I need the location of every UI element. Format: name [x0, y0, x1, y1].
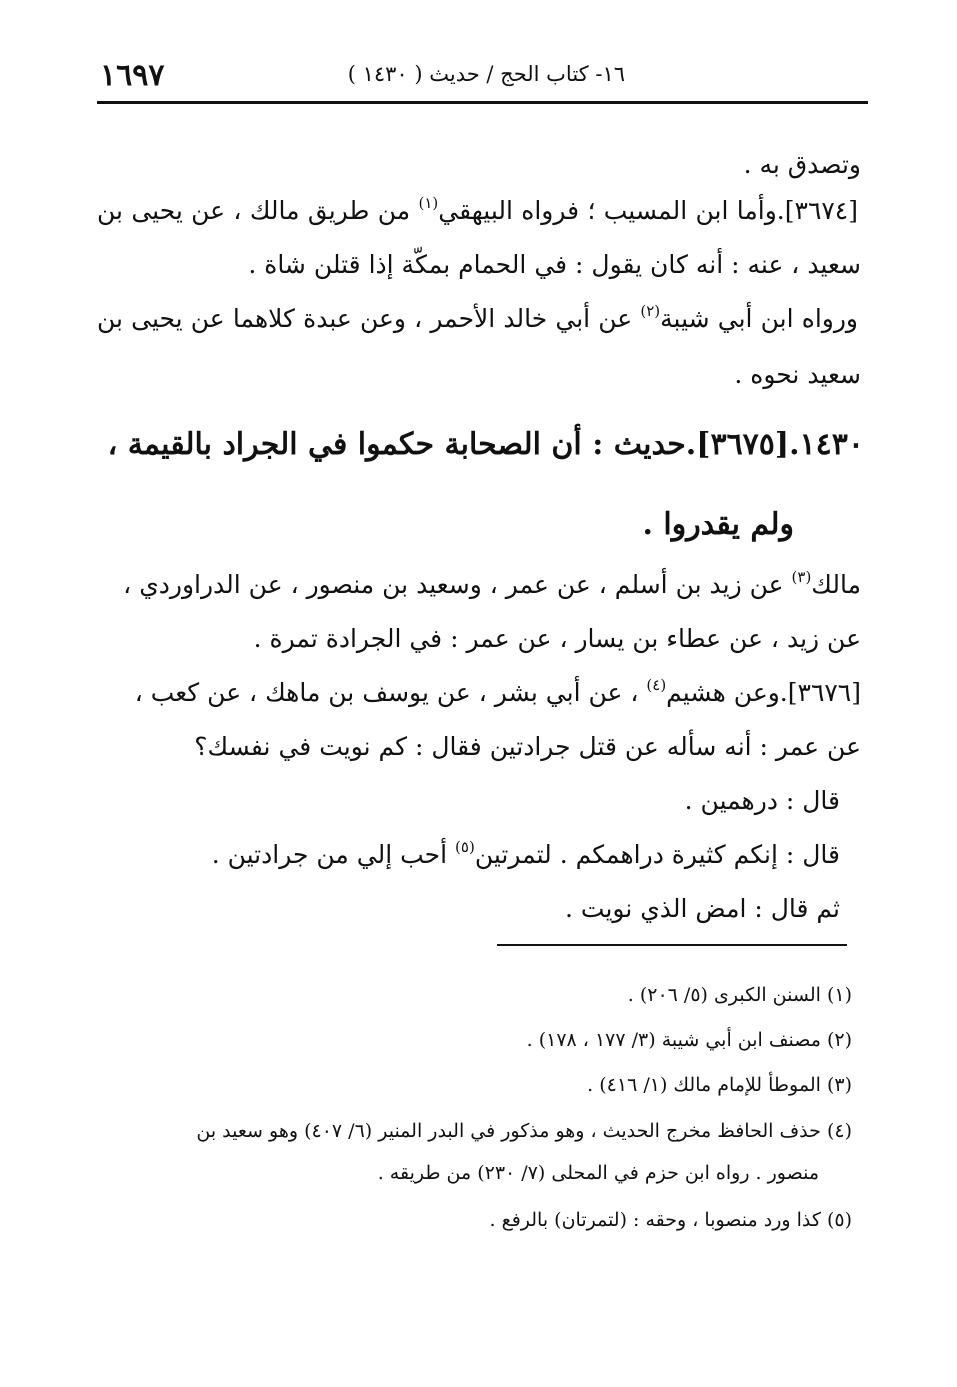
footnote-text: كذا ورد منصوبا ، وحقه : (لتمرتان) بالرفع .: [489, 1209, 821, 1231]
footnote-mark: (٤): [826, 1120, 852, 1142]
footnote-ref: (٣): [791, 568, 812, 587]
footnote: [628, 986, 852, 1005]
text-run: عن زيد بن أسلم ، عن عمر ، وسعيد بن منصور ، عن الدراوردي ،: [123, 570, 784, 599]
hadith-heading-continuation: ولم يقدروا .: [642, 507, 794, 542]
text-run: [٣٦٧٦].وعن هشيم: [666, 678, 861, 707]
text-run: [٣٦٧٤].وأما ابن المسيب ؛ فرواه البيهقي: [438, 196, 858, 225]
footnote-text: السنن الكبرى (٥/ ٢٠٦) .: [627, 984, 821, 1006]
page-number: ١٦٩٧: [100, 58, 165, 93]
footnote-ref: (٢): [640, 302, 661, 321]
text-run: مالك: [811, 570, 861, 599]
text-run: من طريق مالك ، عن يحيى بن: [97, 196, 411, 225]
hadith-heading: ١٤٣٠.[٣٦٧٥].حديث : أن الصحابة حكموا في الجراد بالقيمة ،: [107, 427, 864, 462]
text-line: [97, 302, 858, 333]
footnote: [527, 1031, 852, 1050]
footnote-mark: (٣): [826, 1074, 852, 1096]
footnote-continuation: منصور . رواه ابن حزم في المحلى (٧/ ٢٣٠) من طريقه .: [377, 1162, 819, 1184]
footnote-text: مصنف ابن أبي شيبة (٣/ ١٧٧ ، ١٧٨) .: [526, 1029, 821, 1051]
text-line: [211, 838, 840, 869]
footnote: [196, 1122, 852, 1141]
text-line-3676: [134, 676, 861, 707]
footnote-ref: (٤): [646, 676, 667, 695]
text-run: عن أبي خالد الأحمر ، وعن عبدة كلاهما عن يحيى بن: [97, 304, 633, 333]
footnote: [587, 1076, 852, 1095]
footnote-mark: (٢): [826, 1029, 852, 1051]
text-run: أحب إلي من جرادتين .: [211, 840, 448, 869]
text-line: قال : درهمين .: [684, 786, 840, 815]
text-run: ورواه ابن أبي شيبة: [660, 304, 858, 333]
footnote-mark: (١): [826, 984, 852, 1006]
text-line-3674: [97, 194, 858, 225]
text-line: ثم قال : امض الذي نويت .: [565, 894, 840, 923]
footnote: [490, 1211, 853, 1230]
text-line: [123, 568, 861, 599]
header-rule: [97, 101, 868, 104]
text-run: ، عن أبي بشر ، عن يوسف بن ماهك ، عن كعب ،: [134, 678, 639, 707]
footnote-ref: (١): [418, 194, 439, 213]
footnote-text: حذف الحافظ مخرج الحديث ، وهو مذكور في البدر المنير (٦/ ٤٠٧) وهو سعيد بن: [196, 1120, 821, 1142]
running-head: ١٦- كتاب الحج / حديث ( ١٤٣٠ ): [347, 62, 625, 86]
text-line: سعيد نحوه .: [734, 360, 861, 389]
text-line: سعيد ، عنه : أنه كان يقول : في الحمام بمكّة إذا قتلن شاة .: [248, 250, 861, 279]
footnote-ref: (٥): [455, 838, 475, 857]
footnote-rule: [497, 944, 847, 946]
text-line: عن زيد ، عن عطاء بن يسار ، عن عمر : في الجرادة تمرة .: [253, 624, 861, 653]
text-line: وتصدق به .: [743, 150, 861, 179]
text-line: عن عمر : أنه سأله عن قتل جرادتين فقال : كم نويت في نفسك؟: [194, 732, 861, 761]
text-run: قال : إنكم كثيرة دراهمكم . لتمرتين: [474, 840, 840, 869]
footnote-mark: (٥): [826, 1209, 852, 1231]
footnote-text: الموطأ للإمام مالك (١/ ٤١٦) .: [587, 1074, 821, 1096]
